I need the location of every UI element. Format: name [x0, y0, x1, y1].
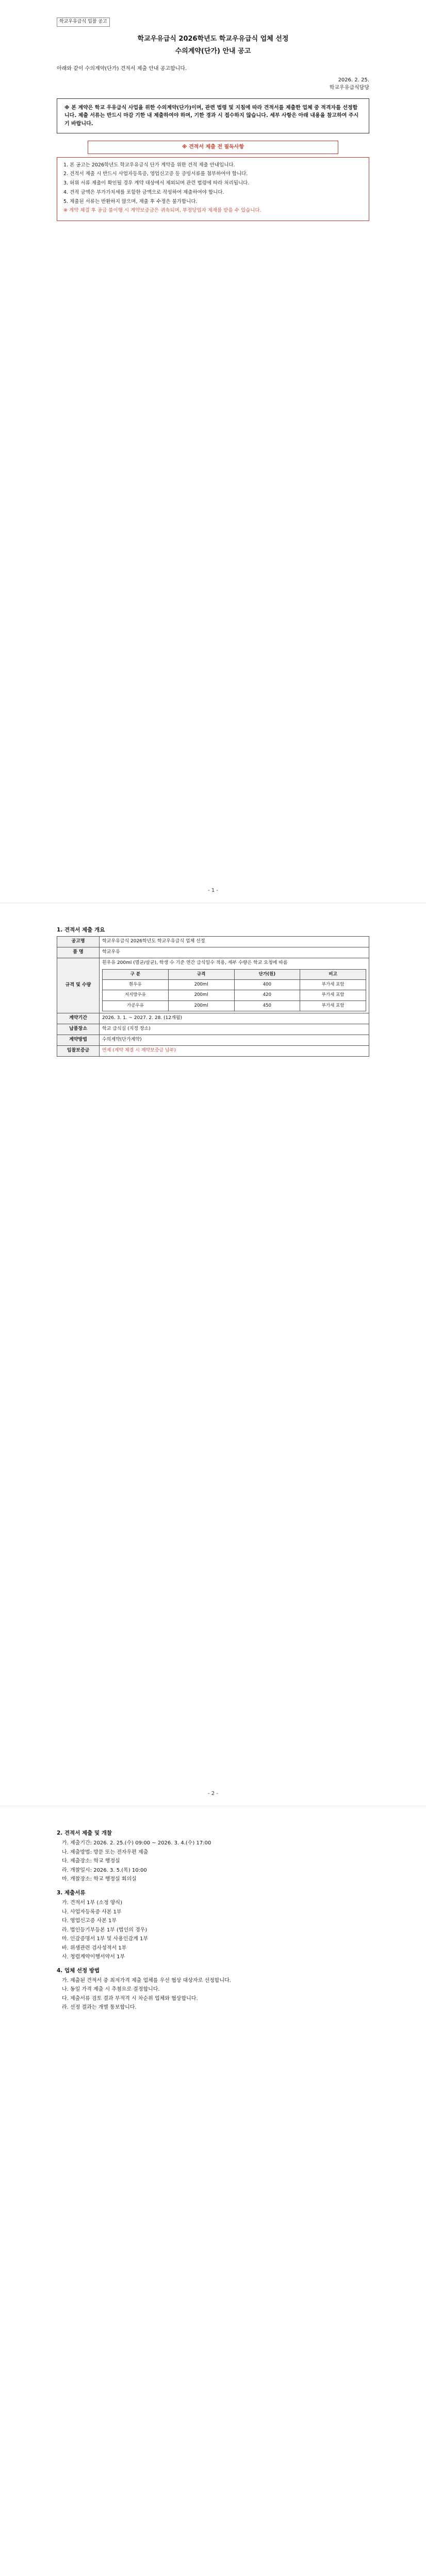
section-line: 나. 제출방법: 방문 또는 전자우편 제출	[62, 1849, 149, 1855]
row-value: 학교우유급식 2026학년도 학교우유급식 업체 선정	[100, 937, 369, 947]
price-header: 비고	[300, 970, 366, 980]
section-4-title: 4. 업체 선정 방법	[57, 1967, 100, 1974]
section-line: 나. 동일 가격 제출 시 추첨으로 결정합니다.	[62, 1987, 160, 1993]
spec-text: 흰우유 200ml (멸균/살균), 학생 수 기준 연간 급식일수 적용, 세부 수량은 학교 요청에 따름	[102, 960, 288, 966]
row-label: 공고명	[57, 937, 100, 947]
row-value	[100, 958, 369, 1013]
row-label: 규격 및 수량	[57, 958, 100, 1013]
price-header: 단가(원)	[234, 970, 300, 980]
caution-line: 1. 본 공고는 2026학년도 학교우유급식 단가 계약을 위한 견적 제출 안내입니다.	[63, 162, 235, 168]
section-line: 마. 개찰장소: 학교 행정실 회의실	[62, 1876, 137, 1883]
section-line: 라. 개찰일시: 2026. 3. 5.(목) 10:00	[62, 1867, 147, 1873]
row-label: 입찰보증금	[57, 1045, 100, 1056]
section-line: 가. 제출된 견적서 중 최저가격 제출 업체를 우선 협상 대상자로 선정합니다.	[62, 1977, 231, 1984]
row-label: 품 명	[57, 947, 100, 958]
section-2-title: 2. 견적서 제출 및 개찰	[57, 1830, 112, 1836]
table-row	[57, 947, 369, 958]
table-row	[57, 937, 369, 947]
price-header: 규격	[168, 970, 234, 980]
overview-table	[57, 936, 369, 1056]
price-cell: 200ml	[168, 1001, 234, 1011]
price-row	[103, 980, 366, 990]
price-cell: 부가세 포함	[300, 990, 366, 1001]
section-line: 가. 제출기간: 2026. 2. 25.(수) 09:00 ~ 2026. 3. 4.(수) 17:00	[62, 1840, 211, 1846]
doc-date: 2026. 2. 25.	[338, 77, 369, 83]
table-row	[57, 1024, 369, 1035]
section-line: 다. 제출서류 검토 결과 부적격 시 차순위 업체와 협상합니다.	[62, 1995, 198, 2002]
section-3-title: 3. 제출서류	[57, 1889, 86, 1896]
price-cell: 가공우유	[103, 1001, 169, 1011]
price-cell: 부가세 포함	[300, 980, 366, 990]
price-header: 구 분	[103, 970, 169, 980]
page-number: - 1 -	[208, 887, 218, 893]
row-value: 2026. 3. 1. ~ 2027. 2. 28. (12개월)	[100, 1013, 369, 1024]
row-label: 계약방법	[57, 1035, 100, 1045]
price-table	[102, 969, 366, 1011]
section-line: 마. 인감증명서 1부 및 사용인감계 1부	[62, 1936, 149, 1942]
doc-org: 학교우유급식담당	[329, 85, 369, 91]
section-line: 다. 영업신고증 사본 1부	[62, 1918, 117, 1924]
row-value: 학교 급식실 (지정 장소)	[100, 1024, 369, 1035]
price-cell: 400	[234, 980, 300, 990]
section-1-title: 1. 견적서 제출 개요	[57, 927, 105, 933]
header-tag: 학교우유급식 입찰 공고	[57, 18, 110, 27]
price-cell: 200ml	[168, 990, 234, 1001]
notice-box: ※ 본 계약은 학교 우유급식 사업을 위한 수의계약(단가)이며, 관련 법령 및 지침에 따라 견적서를 제출한 업체 중 적격자를 선정합니다. 제출 서류는 반드시 마감 기한 내 제출하여야 하며, 기한 경과 시 접수하지 않습니다. 세부 사항은 아래 내용을 참고하여 주시기 바랍니다.	[57, 98, 369, 134]
caution-line: 5. 제출된 서류는 반환하지 않으며, 제출 후 수정은 불가합니다.	[63, 198, 198, 205]
table-row	[57, 1045, 369, 1056]
caution-line: 3. 허위 서류 제출이 확인될 경우 계약 대상에서 제외되며 관련 법령에 따라 처리됩니다.	[63, 180, 250, 187]
caution-line: 4. 견적 금액은 부가가치세를 포함한 금액으로 작성하여 제출하여야 합니다.	[63, 189, 224, 195]
row-value: 수의계약(단가계약)	[100, 1035, 369, 1045]
table-row	[57, 958, 369, 1013]
price-cell: 부가세 포함	[300, 1001, 366, 1011]
caution-red: ※ 계약 체결 후 공급 불이행 시 계약보증금은 귀속되며, 부정당업자 제재를 받을 수 있습니다.	[63, 208, 261, 214]
doc-title: 학교우유급식 2026학년도 학교우유급식 업체 선정	[137, 35, 289, 43]
table-row	[57, 1013, 369, 1024]
row-label: 계약기간	[57, 1013, 100, 1024]
section-line: 바. 위생관련 검사성적서 1부	[62, 1945, 127, 1951]
section-line: 사. 청렴계약이행서약서 1부	[62, 1954, 125, 1960]
price-row	[103, 990, 366, 1001]
row-value: 학교우유	[100, 947, 369, 958]
row-label: 납품장소	[57, 1024, 100, 1035]
caution-line: 2. 견적서 제출 시 반드시 사업자등록증, 영업신고증 등 증빙서류를 첨부하여야 합니다.	[63, 171, 248, 177]
page-1	[0, 0, 426, 903]
intro-text: 아래와 같이 수의계약(단가) 견적서 제출 안내 공고합니다.	[57, 66, 187, 72]
table-row	[57, 1035, 369, 1045]
page-3	[0, 1806, 426, 2576]
price-cell: 저지방우유	[103, 990, 169, 1001]
price-cell: 420	[234, 990, 300, 1001]
doc-subtitle: 수의계약(단가) 안내 공고	[175, 47, 251, 56]
price-cell: 200ml	[168, 980, 234, 990]
price-cell: 흰우유	[103, 980, 169, 990]
section-line: 라. 선정 결과는 개별 통보합니다.	[62, 2005, 137, 2011]
price-row	[103, 1001, 366, 1011]
price-header-row	[103, 970, 366, 980]
page-number: - 2 -	[208, 1790, 218, 1797]
date-org	[57, 76, 369, 92]
row-value: 면제 (계약 체결 시 계약보증금 납부)	[100, 1045, 369, 1056]
caution-box	[57, 157, 369, 221]
caution-title: ※ 견적서 제출 전 필독사항	[88, 141, 338, 154]
section-line: 나. 사업자등록증 사본 1부	[62, 1909, 122, 1915]
price-cell: 450	[234, 1001, 300, 1011]
section-line: 라. 법인등기부등본 1부 (법인의 경우)	[62, 1927, 148, 1933]
page-2	[0, 903, 426, 1806]
section-line: 가. 견적서 1부 (소정 양식)	[62, 1900, 122, 1906]
section-line: 다. 제출장소: 학교 행정실	[62, 1858, 120, 1865]
